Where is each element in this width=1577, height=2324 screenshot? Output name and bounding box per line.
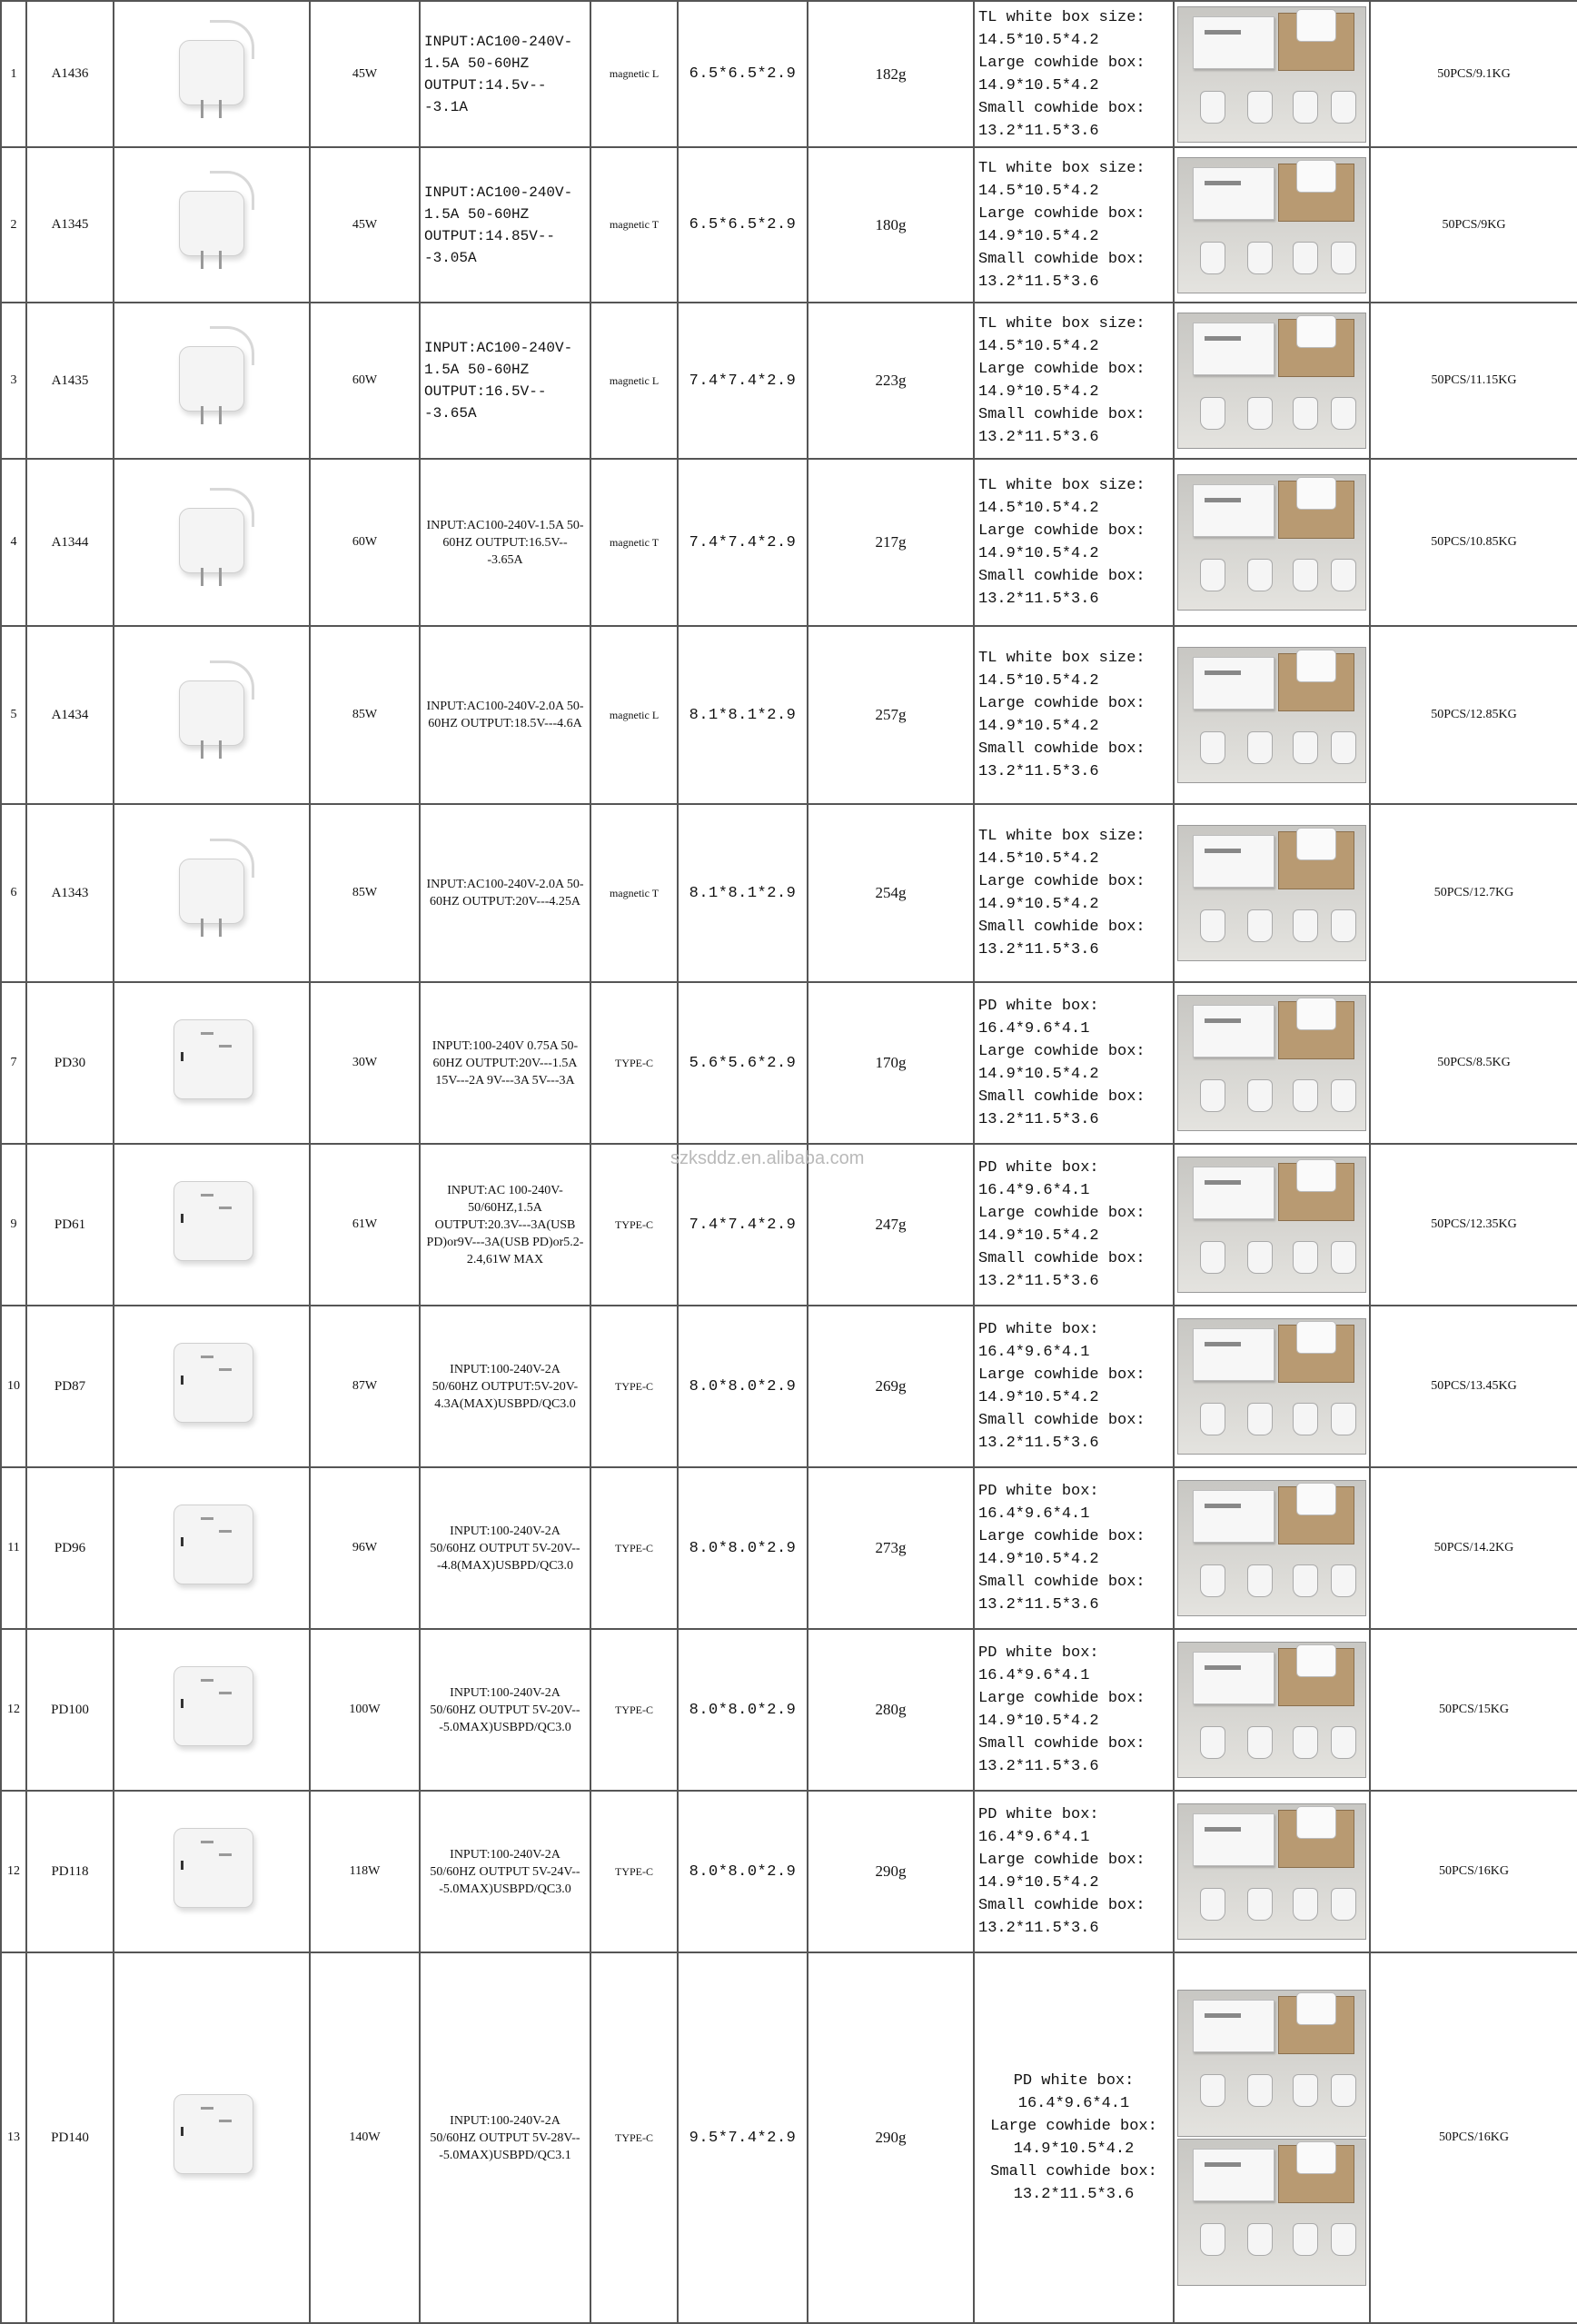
box-sizes: TL white box size: 14.5*10.5*4.2 Large cowhide box: 14.9*10.5*4.2 Small cowhide box: 13.2*11.5*3.6: [974, 147, 1174, 303]
product-size: 9.5*7.4*2.9: [678, 1952, 808, 2323]
row-number: 4: [1, 459, 26, 626]
box-sizes: PD white box: 16.4*9.6*4.1 Large cowhide box: 14.9*10.5*4.2 Small cowhide box: 13.2*11.5*3.6: [974, 1467, 1174, 1629]
packing-quantity: 50PCS/12.35KG: [1370, 1144, 1577, 1306]
wattage: 60W: [310, 303, 420, 459]
row-number: 7: [1, 982, 26, 1144]
row-number: 12: [1, 1629, 26, 1791]
table-row: [1, 1467, 1577, 1629]
row-number: 13: [1, 1952, 26, 2323]
wattage: 118W: [310, 1791, 420, 1952]
wattage: 45W: [310, 1, 420, 147]
packing-quantity: 50PCS/13.45KG: [1370, 1306, 1577, 1467]
packaging-photo-cell: [1174, 1629, 1370, 1791]
model-name: PD96: [26, 1467, 114, 1629]
packaging-photo-icon: [1177, 647, 1366, 783]
product-weight: 280g: [808, 1629, 974, 1791]
product-weight: 254g: [808, 804, 974, 982]
wattage: 96W: [310, 1467, 420, 1629]
connector-type: TYPE-C: [590, 1791, 678, 1952]
connector-type: magnetic L: [590, 1, 678, 147]
packaging-photo-cell: [1174, 626, 1370, 804]
connector-type: magnetic T: [590, 804, 678, 982]
power-adapter-icon: [157, 20, 266, 129]
box-sizes: PD white box: 16.4*9.6*4.1 Large cowhide box: 14.9*10.5*4.2 Small cowhide box: 13.2*11.5*3.6: [974, 982, 1174, 1144]
packing-quantity: 50PCS/16KG: [1370, 1952, 1577, 2323]
product-weight: 290g: [808, 1791, 974, 1952]
connector-type: TYPE-C: [590, 1952, 678, 2323]
box-sizes: TL white box size: 14.5*10.5*4.2 Large cowhide box: 14.9*10.5*4.2 Small cowhide box: 13.2*11.5*3.6: [974, 303, 1174, 459]
packaging-photo-icon: [1177, 995, 1366, 1131]
box-sizes: PD white box: 16.4*9.6*4.1 Large cowhide box: 14.9*10.5*4.2 Small cowhide box: 13.2*11.5*3.6: [974, 1306, 1174, 1467]
product-size: 8.0*8.0*2.9: [678, 1629, 808, 1791]
packing-quantity: 50PCS/8.5KG: [1370, 982, 1577, 1144]
product-size: 8.0*8.0*2.9: [678, 1791, 808, 1952]
power-adapter-icon: [157, 839, 266, 948]
adapter-photo-cell: [114, 1629, 310, 1791]
packaging-photo-icon: [1177, 157, 1366, 293]
wattage: 100W: [310, 1629, 420, 1791]
product-size: 5.6*5.6*2.9: [678, 982, 808, 1144]
packaging-photo-cell: [1174, 982, 1370, 1144]
table-row: [1, 804, 1577, 982]
box-sizes: PD white box: 16.4*9.6*4.1 Large cowhide box: 14.9*10.5*4.2 Small cowhide box: 13.2*11.5*3.6: [974, 1144, 1174, 1306]
box-sizes: PD white box: 16.4*9.6*4.1 Large cowhide box: 14.9*10.5*4.2 Small cowhide box: 13.2*11.5*3.6: [974, 1952, 1174, 2323]
watermark: szksddz.en.alibaba.com: [670, 1148, 865, 1168]
packing-quantity: 50PCS/10.85KG: [1370, 459, 1577, 626]
row-number: 11: [1, 1467, 26, 1629]
product-weight: 269g: [808, 1306, 974, 1467]
model-name: A1436: [26, 1, 114, 147]
row-number: 10: [1, 1306, 26, 1467]
model-name: PD30: [26, 982, 114, 1144]
packaging-photo-cell: [1174, 1467, 1370, 1629]
power-adapter-icon: [157, 1170, 266, 1279]
product-weight: 180g: [808, 147, 974, 303]
box-sizes: TL white box size: 14.5*10.5*4.2 Large cowhide box: 14.9*10.5*4.2 Small cowhide box: 13.2*11.5*3.6: [974, 804, 1174, 982]
row-number: 3: [1, 303, 26, 459]
packaging-photo-icon: [1177, 825, 1366, 961]
power-adapter-icon: [157, 1332, 266, 1441]
wattage: 61W: [310, 1144, 420, 1306]
product-weight: 257g: [808, 626, 974, 804]
model-name: PD87: [26, 1306, 114, 1467]
adapter-photo-cell: [114, 459, 310, 626]
connector-type: magnetic T: [590, 459, 678, 626]
adapter-photo-cell: [114, 982, 310, 1144]
adapter-photo-cell: [114, 1952, 310, 2323]
packaging-photo-cell: [1174, 459, 1370, 626]
packaging-photo-icon: [1177, 1318, 1366, 1455]
product-size: 7.4*7.4*2.9: [678, 459, 808, 626]
box-sizes: PD white box: 16.4*9.6*4.1 Large cowhide box: 14.9*10.5*4.2 Small cowhide box: 13.2*11.5*3.6: [974, 1791, 1174, 1952]
wattage: 140W: [310, 1952, 420, 2323]
power-adapter-icon: [157, 1817, 266, 1926]
wattage: 60W: [310, 459, 420, 626]
adapter-photo-cell: [114, 1791, 310, 1952]
packaging-photo-icon: [1177, 474, 1366, 611]
product-size: 8.1*8.1*2.9: [678, 626, 808, 804]
connector-type: TYPE-C: [590, 1306, 678, 1467]
power-adapter-icon: [157, 171, 266, 280]
input-output-spec: INPUT:AC100-240V-1.5A 50-60HZ OUTPUT:16.5V---3.65A: [420, 459, 590, 626]
row-number: 2: [1, 147, 26, 303]
adapter-photo-cell: [114, 1467, 310, 1629]
packaging-photo-cell: [1174, 147, 1370, 303]
model-name: A1434: [26, 626, 114, 804]
connector-type: TYPE-C: [590, 1467, 678, 1629]
power-adapter-icon: [157, 1008, 266, 1117]
connector-type: TYPE-C: [590, 982, 678, 1144]
model-name: A1435: [26, 303, 114, 459]
connector-type: magnetic L: [590, 626, 678, 804]
row-number: 6: [1, 804, 26, 982]
table-row: [1, 147, 1577, 303]
power-adapter-icon: [157, 326, 266, 435]
connector-type: magnetic T: [590, 147, 678, 303]
box-sizes: TL white box size: 14.5*10.5*4.2 Large cowhide box: 14.9*10.5*4.2 Small cowhide box: 13.2*11.5*3.6: [974, 459, 1174, 626]
input-output-spec: INPUT:AC 100-240V-50/60HZ,1.5A OUTPUT:20.3V---3A(USB PD)or9V---3A(USB PD)or5.2-2.4,61W MAX: [420, 1144, 590, 1306]
packaging-photo-icon: [1177, 1157, 1366, 1293]
product-size: 8.1*8.1*2.9: [678, 804, 808, 982]
table-row: [1, 1, 1577, 147]
packaging-photo-cell: [1174, 1952, 1370, 2323]
model-name: A1344: [26, 459, 114, 626]
input-output-spec: INPUT:100-240V-2A 50/60HZ OUTPUT 5V-20V---5.0MAX)USBPD/QC3.0: [420, 1629, 590, 1791]
packing-quantity: 50PCS/9.1KG: [1370, 1, 1577, 147]
table-row: [1, 459, 1577, 626]
connector-type: magnetic L: [590, 303, 678, 459]
power-adapter-icon: [157, 1494, 266, 1603]
packing-quantity: 50PCS/16KG: [1370, 1791, 1577, 1952]
packaging-photo-icon: [1177, 2139, 1366, 2286]
input-output-spec: INPUT:100-240V-2A 50/60HZ OUTPUT 5V-24V---5.0MAX)USBPD/QC3.0: [420, 1791, 590, 1952]
product-weight: 182g: [808, 1, 974, 147]
product-size: 7.4*7.4*2.9: [678, 1144, 808, 1306]
adapter-photo-cell: [114, 147, 310, 303]
input-output-spec: INPUT:100-240V-2A 50/60HZ OUTPUT:5V-20V-4.3A(MAX)USBPD/QC3.0: [420, 1306, 590, 1467]
wattage: 87W: [310, 1306, 420, 1467]
table-row: [1, 982, 1577, 1144]
packaging-photo-cell: [1174, 1, 1370, 147]
wattage: 45W: [310, 147, 420, 303]
product-weight: 290g: [808, 1952, 974, 2323]
power-adapter-icon: [157, 1655, 266, 1764]
packaging-photo-cell: [1174, 1306, 1370, 1467]
packaging-photo-cell: [1174, 303, 1370, 459]
row-number: 1: [1, 1, 26, 147]
wattage: 85W: [310, 626, 420, 804]
product-weight: 217g: [808, 459, 974, 626]
packing-quantity: 50PCS/11.15KG: [1370, 303, 1577, 459]
input-output-spec: INPUT:AC100-240V-2.0A 50-60HZ OUTPUT:18.5V---4.6A: [420, 626, 590, 804]
table-row: [1, 1629, 1577, 1791]
packing-quantity: 50PCS/12.85KG: [1370, 626, 1577, 804]
table-row: [1, 1791, 1577, 1952]
wattage: 85W: [310, 804, 420, 982]
input-output-spec: INPUT:AC100-240V-1.5A 50-60HZ OUTPUT:14.85V---3.05A: [420, 147, 590, 303]
packaging-photo-icon: [1177, 1990, 1366, 2137]
product-size: 8.0*8.0*2.9: [678, 1467, 808, 1629]
input-output-spec: INPUT:AC100-240V-1.5A 50-60HZ OUTPUT:16.5V---3.65A: [420, 303, 590, 459]
input-output-spec: INPUT:AC100-240V-1.5A 50-60HZ OUTPUT:14.5v---3.1A: [420, 1, 590, 147]
product-size: 6.5*6.5*2.9: [678, 147, 808, 303]
table-row: [1, 1306, 1577, 1467]
table-row: [1, 303, 1577, 459]
input-output-spec: INPUT:AC100-240V-2.0A 50-60HZ OUTPUT:20V---4.25A: [420, 804, 590, 982]
row-number: 5: [1, 626, 26, 804]
model-name: PD140: [26, 1952, 114, 2323]
box-sizes: TL white box size: 14.5*10.5*4.2 Large cowhide box: 14.9*10.5*4.2 Small cowhide box: 13.2*11.5*3.6: [974, 1, 1174, 147]
power-adapter-icon: [157, 2083, 266, 2192]
connector-type: TYPE-C: [590, 1629, 678, 1791]
model-name: PD61: [26, 1144, 114, 1306]
input-output-spec: INPUT:100-240V-2A 50/60HZ OUTPUT 5V-28V---5.0MAX)USBPD/QC3.1: [420, 1952, 590, 2323]
product-size: 8.0*8.0*2.9: [678, 1306, 808, 1467]
wattage: 30W: [310, 982, 420, 1144]
product-weight: 273g: [808, 1467, 974, 1629]
row-number: 12: [1, 1791, 26, 1952]
adapter-photo-cell: [114, 1144, 310, 1306]
model-name: PD118: [26, 1791, 114, 1952]
product-weight: 170g: [808, 982, 974, 1144]
model-name: PD100: [26, 1629, 114, 1791]
packaging-photo-icon: [1177, 1803, 1366, 1940]
adapter-photo-cell: [114, 626, 310, 804]
packaging-photo-cell: [1174, 804, 1370, 982]
packaging-photo-cell: [1174, 1791, 1370, 1952]
input-output-spec: INPUT:100-240V-2A 50/60HZ OUTPUT 5V-20V---4.8(MAX)USBPD/QC3.0: [420, 1467, 590, 1629]
adapter-photo-cell: [114, 1306, 310, 1467]
table-row: [1, 626, 1577, 804]
packing-quantity: 50PCS/9KG: [1370, 147, 1577, 303]
packing-quantity: 50PCS/14.2KG: [1370, 1467, 1577, 1629]
packaging-photo-cell: [1174, 1144, 1370, 1306]
packaging-photo-icon: [1177, 1642, 1366, 1778]
packaging-photo-icon: [1177, 1480, 1366, 1616]
packaging-photo-icon: [1177, 6, 1366, 143]
input-output-spec: INPUT:100-240V 0.75A 50-60HZ OUTPUT:20V---1.5A 15V---2A 9V---3A 5V---3A: [420, 982, 590, 1144]
power-adapter-icon: [157, 488, 266, 597]
adapter-photo-cell: [114, 804, 310, 982]
product-weight: 223g: [808, 303, 974, 459]
packing-quantity: 50PCS/12.7KG: [1370, 804, 1577, 982]
box-sizes: TL white box size: 14.5*10.5*4.2 Large cowhide box: 14.9*10.5*4.2 Small cowhide box: 13.2*11.5*3.6: [974, 626, 1174, 804]
adapter-photo-cell: [114, 1, 310, 147]
product-size: 6.5*6.5*2.9: [678, 1, 808, 147]
box-sizes: PD white box: 16.4*9.6*4.1 Large cowhide box: 14.9*10.5*4.2 Small cowhide box: 13.2*11.5*3.6: [974, 1629, 1174, 1791]
packaging-photo-icon: [1177, 313, 1366, 449]
row-number: 9: [1, 1144, 26, 1306]
product-size: 7.4*7.4*2.9: [678, 303, 808, 459]
product-weight: 247g: [808, 1144, 974, 1306]
model-name: A1345: [26, 147, 114, 303]
connector-type: TYPE-C: [590, 1144, 678, 1306]
table-row: [1, 1952, 1577, 2323]
model-name: A1343: [26, 804, 114, 982]
adapter-photo-cell: [114, 303, 310, 459]
power-adapter-icon: [157, 660, 266, 770]
packing-quantity: 50PCS/15KG: [1370, 1629, 1577, 1791]
